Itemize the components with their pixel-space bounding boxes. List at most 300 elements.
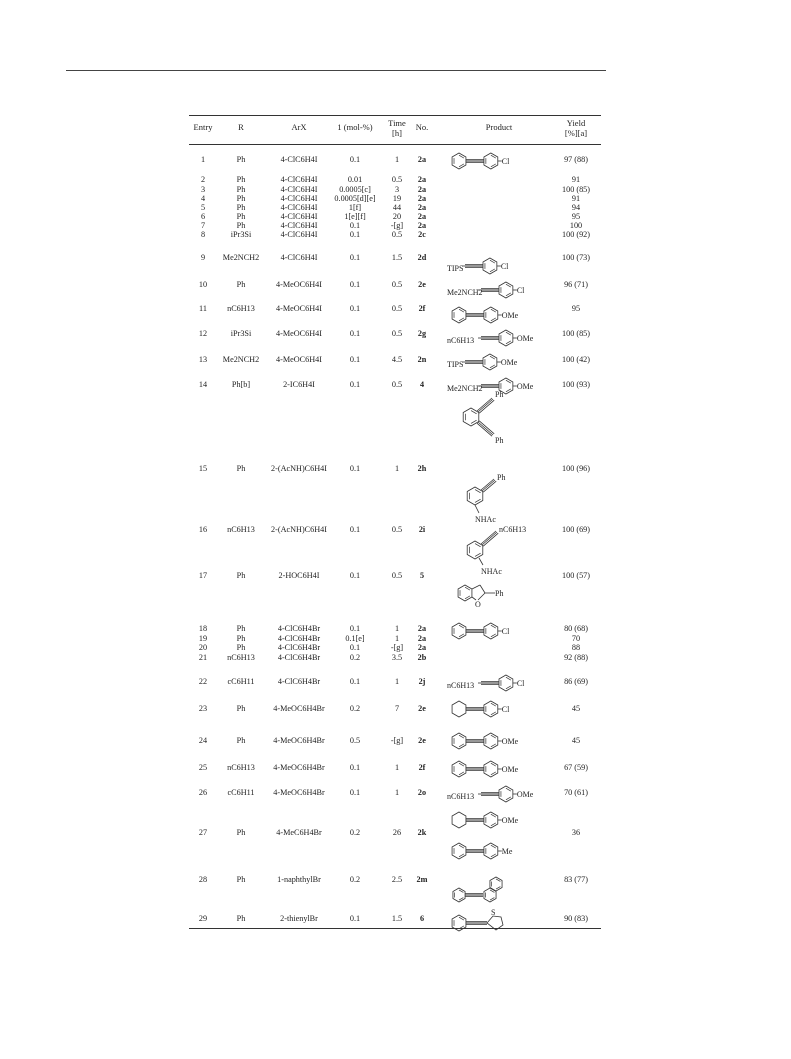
cell-yield: 90 (83) — [564, 914, 588, 923]
cell-time: 1 — [394, 788, 400, 797]
structure-2e-br2-svg — [447, 758, 567, 780]
cell-r: nC6H13 — [227, 653, 255, 662]
cell-yield: 80 (68) — [564, 624, 588, 633]
cell-cat: 0.1 — [349, 329, 361, 338]
cell-yield: 45 — [571, 736, 581, 745]
cell-r: Ph — [236, 212, 246, 221]
triple-bond — [478, 399, 493, 412]
cell-arx: 2-thienylBr — [280, 914, 318, 923]
atom-label: OMe — [516, 382, 534, 391]
cell-cat: 0.2 — [349, 704, 361, 713]
cell-arx: 4-MeOC6H4I — [276, 280, 322, 289]
cell-yield: 100 (85) — [562, 329, 590, 338]
cell-yield: 91 — [571, 175, 581, 184]
structure-4 — [447, 377, 567, 467]
cell-no: 2a — [417, 624, 427, 633]
atom-label: Me2NCH2 — [447, 384, 483, 393]
cell-arx: 4-MeOC6H4Br — [273, 763, 325, 772]
cell-r: Ph — [236, 185, 246, 194]
cell-cat: 0.2 — [349, 828, 361, 837]
cell-time: 19 — [392, 194, 402, 203]
header-r — [238, 123, 244, 133]
cell-arx: 4-MeOC6H4Br — [273, 704, 325, 713]
cell-no: 2d — [417, 253, 427, 262]
cell-r: Ph — [236, 643, 246, 652]
atom-label: OMe — [501, 816, 519, 825]
structure-2h-svg — [447, 470, 567, 525]
ring-bond — [478, 593, 485, 600]
single-bond — [475, 505, 479, 513]
cell-no: 2m — [416, 875, 428, 884]
cell-time: 1 — [394, 677, 400, 686]
cell-no: 2e — [418, 280, 426, 289]
cell-yield: 95 — [571, 212, 581, 221]
cell-cat: 0.1 — [349, 155, 361, 164]
cell-cat: 0.1 — [349, 304, 361, 313]
cell-no: 6 — [419, 914, 425, 923]
cell-time: 1.5 — [391, 914, 403, 923]
ring-bond — [472, 585, 480, 589]
structure-2d — [447, 279, 567, 306]
cell-no: 2c — [418, 230, 426, 239]
cell-entry: 6 — [200, 212, 206, 221]
cell-cat: 0.1 — [349, 914, 361, 923]
structure-2a-br-svg — [447, 620, 567, 642]
cell-cat: 0.1 — [349, 253, 361, 262]
cell-time: 0.5 — [391, 329, 403, 338]
cell-yield: 100 (93) — [562, 380, 590, 389]
cell-yield: 100 (57) — [562, 571, 590, 580]
cell-r: Ph — [236, 571, 246, 580]
atom-label: Ph — [497, 473, 506, 482]
cell-cat: 0.01 — [347, 175, 363, 184]
structure-2i-svg — [447, 520, 567, 580]
cell-time: 0.5 — [391, 380, 403, 389]
cell-arx: 4-ClC6H4I — [280, 194, 318, 203]
cell-time: 0.5 — [391, 525, 403, 534]
cell-r: Ph — [236, 221, 246, 230]
structure-2c — [447, 255, 567, 282]
cell-arx: 4-ClC6H4I — [280, 221, 318, 230]
cell-time: -[g] — [390, 221, 404, 230]
cell-yield: 100 (85) — [562, 185, 590, 194]
cell-arx: 4-MeOC6H4Br — [273, 736, 325, 745]
cell-r: nC6H13 — [227, 763, 255, 772]
structure-2b — [447, 672, 567, 699]
atom-label: nC6H13 — [447, 681, 475, 690]
cell-arx: 2-IC6H4I — [283, 380, 315, 389]
cell-no: 5 — [419, 571, 425, 580]
cell-r: nC6H13 — [227, 525, 255, 534]
cell-entry: 16 — [198, 525, 208, 534]
cell-cat: 1[e][f] — [344, 212, 366, 221]
header-product — [486, 123, 512, 133]
cell-arx: 2-HOC6H4I — [278, 571, 320, 580]
cell-r: Ph — [236, 280, 246, 289]
cell-cat: 0.1 — [349, 571, 361, 580]
structure-2a-br — [447, 620, 567, 647]
cell-r: Ph — [236, 175, 246, 184]
structure-2f-svg — [447, 327, 567, 349]
cell-entry: 9 — [200, 253, 206, 262]
cell-cat: 0.1 — [349, 525, 361, 534]
cell-r: cC6H11 — [227, 677, 255, 686]
cell-time: 44 — [392, 203, 402, 212]
cell-yield: 88 — [571, 643, 581, 652]
cell-yield: 67 (59) — [564, 763, 588, 772]
cell-time: 0.5 — [391, 280, 403, 289]
atom-label: Cl — [501, 627, 510, 636]
cell-yield: 100 (96) — [562, 464, 590, 473]
structure-2f-br — [447, 783, 567, 810]
cell-no: 2a — [417, 175, 427, 184]
cell-r: Ph — [236, 624, 246, 633]
cell-no: 2a — [417, 185, 427, 194]
cell-cat: 0.1 — [349, 230, 361, 239]
cell-time: 1 — [394, 763, 400, 772]
cell-time: 4.5 — [391, 355, 403, 364]
cell-entry: 3 — [200, 185, 206, 194]
cell-entry: 7 — [200, 221, 206, 230]
cell-cat: 1[f] — [348, 203, 362, 212]
cell-no: 2n — [417, 355, 427, 364]
cell-r: Ph — [236, 875, 246, 884]
cell-entry: 10 — [198, 280, 208, 289]
cell-arx: 4-ClC6H4I — [280, 203, 318, 212]
atom-label: OMe — [501, 311, 519, 320]
ring — [452, 812, 466, 828]
triple-bond — [482, 532, 497, 545]
atom-label: S — [491, 908, 496, 917]
cell-r: Me2NCH2 — [222, 355, 260, 364]
cell-entry: 25 — [198, 763, 208, 772]
structure-2a — [447, 150, 567, 177]
cell-time: 1.5 — [391, 253, 403, 262]
atom-label: OMe — [500, 358, 518, 367]
cell-yield: 100 (42) — [562, 355, 590, 364]
atom-label: nC6H13 — [499, 525, 527, 534]
structure-5 — [447, 575, 567, 615]
cell-yield: 97 (88) — [564, 155, 588, 164]
cell-no: 2j — [418, 677, 426, 686]
table-top-rule — [189, 115, 601, 116]
cell-no: 2a — [417, 212, 427, 221]
cell-r: iPr3Si — [230, 329, 252, 338]
cell-cat: 0.5 — [349, 736, 361, 745]
cell-entry: 23 — [198, 704, 208, 713]
structure-6-svg — [447, 905, 567, 935]
thiophene-ring — [487, 916, 503, 930]
cell-entry: 14 — [198, 380, 208, 389]
cell-entry: 11 — [199, 304, 207, 313]
structure-2d-svg — [447, 279, 567, 301]
triple-bond — [478, 422, 493, 435]
atom-label: Cl — [501, 157, 510, 166]
cell-entry: 22 — [198, 677, 208, 686]
table-header-rule — [189, 144, 601, 145]
header-r-line: R — [238, 122, 244, 132]
atom-label: TIPS — [447, 264, 464, 273]
cell-cat: 0.1 — [349, 221, 361, 230]
header-no — [416, 123, 429, 133]
cell-cat: 0.0005[d][e] — [334, 194, 376, 203]
structure-2f-br-svg — [447, 783, 567, 805]
cell-entry: 29 — [198, 914, 208, 923]
atom-label: OMe — [516, 334, 534, 343]
cell-r: Ph — [236, 914, 246, 923]
header-product-line: Product — [485, 122, 513, 132]
cell-no: 2h — [417, 464, 427, 473]
atom-label: OMe — [516, 790, 534, 799]
cell-cat: 0.2 — [349, 875, 361, 884]
cell-arx: 4-ClC6H4I — [280, 185, 318, 194]
cell-entry: 4 — [200, 194, 206, 203]
cell-r: Ph — [236, 194, 246, 203]
header-arx-line: ArX — [291, 122, 307, 132]
cell-yield: 100 — [569, 221, 583, 230]
cell-entry: 28 — [198, 875, 208, 884]
cell-yield: 92 (88) — [564, 653, 588, 662]
structure-2a-svg — [447, 150, 567, 172]
cell-r: Ph — [236, 634, 246, 643]
cell-r: Ph — [236, 736, 246, 745]
structure-4-svg — [447, 377, 567, 462]
cell-time: 26 — [392, 828, 402, 837]
structure-2k-svg — [447, 840, 567, 862]
cell-no: 2a — [417, 203, 427, 212]
cell-no: 2o — [417, 788, 427, 797]
cell-r: Ph — [236, 704, 246, 713]
cell-yield: 94 — [571, 203, 581, 212]
structure-2g — [447, 351, 567, 378]
cell-no: 2k — [417, 828, 427, 837]
cell-yield: 86 (69) — [564, 677, 588, 686]
structure-2j-svg — [447, 698, 567, 720]
cell-arx: 4-MeOC6H4I — [276, 329, 322, 338]
structure-2g-svg — [447, 351, 567, 373]
cell-time: -[g] — [390, 643, 404, 652]
cell-entry: 1 — [200, 155, 206, 164]
structure-2j — [447, 698, 567, 725]
cell-time: 0.5 — [391, 175, 403, 184]
cell-entry: 2 — [200, 175, 206, 184]
cell-cat: 0.1 — [349, 355, 361, 364]
atom-label: Ph — [495, 436, 504, 445]
cell-time: 2.5 — [391, 875, 403, 884]
header-cat — [337, 123, 372, 133]
cell-entry: 21 — [198, 653, 208, 662]
cell-arx: 4-ClC6H4Br — [277, 653, 321, 662]
cell-entry: 5 — [200, 203, 206, 212]
cell-no: 2a — [417, 221, 427, 230]
cell-entry: 24 — [198, 736, 208, 745]
cell-cat: 0.1 — [349, 677, 361, 686]
cell-time: 0.5 — [391, 230, 403, 239]
cell-arx: 2-(AcNH)C6H4I — [271, 525, 327, 534]
header-entry — [194, 123, 213, 133]
cell-yield: 70 — [571, 634, 581, 643]
cell-no: 2a — [417, 194, 427, 203]
cell-time: 0.5 — [391, 304, 403, 313]
cell-r: Ph — [236, 828, 246, 837]
cell-arx: 1-naphthylBr — [277, 875, 321, 884]
cell-arx: 4-ClC6H4I — [280, 253, 318, 262]
triple-bond — [482, 480, 495, 491]
header-yield-line: [%][a] — [564, 127, 588, 138]
cell-cat: 0.1 — [349, 624, 361, 633]
structure-2e-br-svg — [447, 730, 567, 752]
cell-no: 2g — [417, 329, 427, 338]
cell-entry: 17 — [198, 571, 208, 580]
cell-cat: 0.1 — [349, 788, 361, 797]
cell-time: 7 — [394, 704, 400, 713]
cell-yield: 96 (71) — [564, 280, 588, 289]
cell-time: 3.5 — [391, 653, 403, 662]
cell-time: 1 — [394, 634, 400, 643]
cell-arx: 4-MeOC6H4I — [276, 304, 322, 313]
atom-label: Ph — [495, 589, 504, 598]
cell-time: 1 — [394, 464, 400, 473]
header-entry-line: Entry — [193, 122, 213, 132]
cell-cat: 0.0005[c] — [339, 185, 371, 194]
structure-2b-svg — [447, 672, 567, 694]
header-yield — [565, 119, 587, 138]
cell-r: Ph — [236, 155, 246, 164]
single-bond — [479, 558, 483, 565]
atom-label: nC6H13 — [447, 792, 475, 801]
cell-time: 1 — [394, 624, 400, 633]
cell-r: nC6H13 — [227, 304, 255, 313]
cell-arx: 2-(AcNH)C6H4I — [271, 464, 327, 473]
cell-no: 2f — [418, 304, 426, 313]
structure-2e-br — [447, 730, 567, 757]
cell-no: 2a — [417, 634, 427, 643]
cell-cat: 0.1 — [349, 380, 361, 389]
cell-entry: 13 — [198, 355, 208, 364]
cell-cat: 0.1[e] — [345, 634, 365, 643]
header-arx — [291, 123, 306, 133]
cell-arx: 4-ClC6H4I — [280, 212, 318, 221]
cell-no: 2a — [417, 643, 427, 652]
atom-label: OMe — [501, 737, 519, 746]
atom-label: Cl — [501, 705, 510, 714]
atom-label: Me — [501, 847, 513, 856]
ring — [452, 701, 466, 717]
cell-r: Ph[b] — [231, 380, 251, 389]
cell-yield: 100 (92) — [562, 230, 590, 239]
cell-yield: 83 (77) — [564, 875, 588, 884]
cell-entry: 12 — [198, 329, 208, 338]
cell-yield: 36 — [571, 828, 581, 837]
structure-2e-svg — [447, 304, 567, 326]
atom-label: O — [475, 600, 481, 609]
cell-yield: 100 (73) — [562, 253, 590, 262]
cell-time: -[g] — [390, 736, 404, 745]
cell-no: 2a — [417, 155, 427, 164]
cell-arx: 4-MeC6H4Br — [276, 828, 322, 837]
cell-arx: 4-MeOC6H4Br — [273, 788, 325, 797]
cell-cat: 0.1 — [349, 643, 361, 652]
cell-no: 2e — [418, 736, 426, 745]
cell-r: cC6H11 — [227, 788, 255, 797]
cell-r: Me2NCH2 — [222, 253, 260, 262]
structure-2o — [447, 809, 567, 836]
header-time-line: Time — [388, 118, 406, 128]
cell-entry: 19 — [198, 634, 208, 643]
cell-arx: 4-ClC6H4Br — [277, 624, 321, 633]
cell-time: 3 — [394, 185, 400, 194]
cell-yield: 70 (61) — [564, 788, 588, 797]
cell-arx: 4-ClC6H4Br — [277, 634, 321, 643]
cell-time: 0.5 — [391, 571, 403, 580]
structure-2m-svg — [447, 860, 567, 910]
atom-label: Me2NCH2 — [447, 288, 483, 297]
cell-r: Ph — [236, 464, 246, 473]
cell-cat: 0.1 — [349, 280, 361, 289]
page-header-rule — [66, 70, 606, 71]
header-time-line: [h] — [392, 127, 402, 138]
cell-r: Ph — [236, 203, 246, 212]
cell-entry: 8 — [200, 230, 206, 239]
atom-label: OMe — [501, 765, 519, 774]
cell-cat: 0.1 — [349, 763, 361, 772]
structure-2c-svg — [447, 255, 567, 277]
cell-arx: 4-ClC6H4Br — [277, 643, 321, 652]
cell-no: 2i — [418, 525, 426, 534]
header-time — [388, 119, 406, 138]
structure-2e-br2 — [447, 758, 567, 785]
structure-5-svg — [447, 575, 567, 610]
atom-label: nC6H13 — [447, 336, 475, 345]
cell-entry: 26 — [198, 788, 208, 797]
cell-arx: 4-ClC6H4Br — [277, 677, 321, 686]
cell-entry: 27 — [198, 828, 208, 837]
cell-arx: 4-ClC6H4I — [280, 230, 318, 239]
cell-arx: 4-ClC6H4I — [280, 175, 318, 184]
cell-entry: 15 — [198, 464, 208, 473]
cell-yield: 95 — [571, 304, 581, 313]
header-cat-line: 1 (mol-%) — [337, 122, 373, 132]
structure-6 — [447, 905, 567, 940]
atom-label: Cl — [516, 679, 525, 688]
cell-r: iPr3Si — [230, 230, 252, 239]
cell-arx: 4-ClC6H4I — [280, 155, 318, 164]
cell-no: 2e — [418, 704, 426, 713]
cell-yield: 91 — [571, 194, 581, 203]
cell-entry: 18 — [198, 624, 208, 633]
cell-yield: 45 — [571, 704, 581, 713]
cell-yield: 100 (69) — [562, 525, 590, 534]
cell-cat: 0.1 — [349, 464, 361, 473]
structure-2o-svg — [447, 809, 567, 831]
cell-arx: 4-MeOC6H4I — [276, 355, 322, 364]
header-yield-line: Yield — [566, 118, 586, 128]
cell-time: 20 — [392, 212, 402, 221]
cell-cat: 0.2 — [349, 653, 361, 662]
atom-label: TIPS — [447, 360, 464, 369]
structure-2f — [447, 327, 567, 354]
cell-no: 2b — [417, 653, 427, 662]
atom-label: Ph — [495, 390, 504, 399]
cell-no: 2f — [418, 763, 426, 772]
cell-entry: 20 — [198, 643, 208, 652]
atom-label: NHAc — [475, 515, 496, 524]
cell-no: 4 — [419, 380, 425, 389]
atom-label: NHAc — [481, 567, 502, 576]
atom-label: Cl — [516, 286, 525, 295]
cell-time: 1 — [394, 155, 400, 164]
ring-bond — [480, 585, 485, 593]
